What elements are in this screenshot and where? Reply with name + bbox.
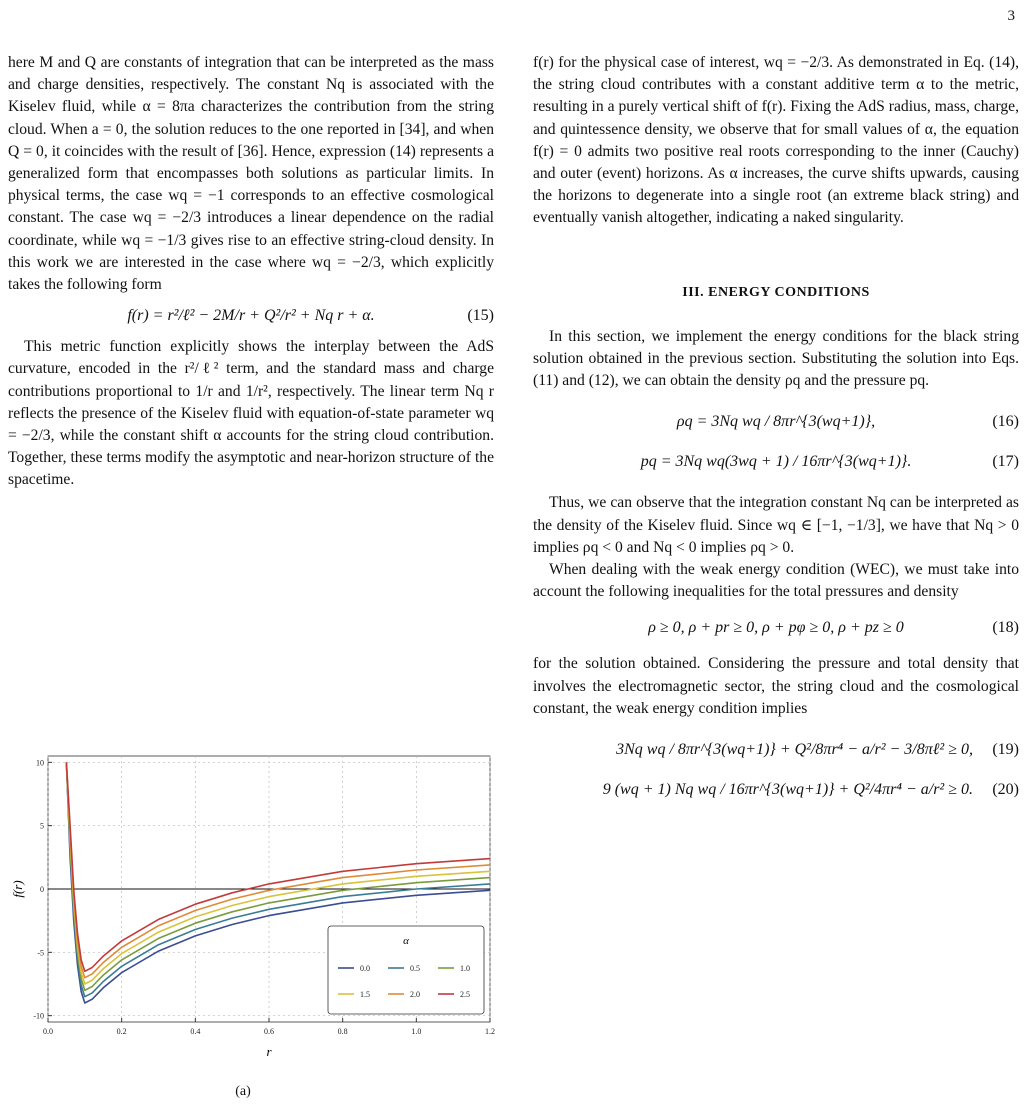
y-axis-label: f(r) xyxy=(10,880,25,898)
x-tick-label: 1.0 xyxy=(411,1027,422,1036)
left-paragraph-1: here M and Q are constants of integration that can be interpreted as the mass and charge densities, respectively. The constant Nq is associated with the Kiselev fluid, while α = 8πa characterizes the contribution from the string cloud. When a = 0, the solution reduces to the one reported in [34], and when Q = 0, it coincides with the result of [36]. Hence, expression (14) represents a generalized form that encompasses both solutions as particular limits. In physical terms, the case wq = −1 corresponds to an effective cosmological constant. The case wq = −2/3 introduces a linear dependence on the radial coordinate, while wq = −1/3 gives rise to an effective string-cloud density. In this work we are interested in the case where wq = −2/3, which explicitly takes the following form xyxy=(8,54,494,294)
equation-17-number: (17) xyxy=(992,453,1019,471)
figure-caption: (a) xyxy=(235,1084,251,1099)
x-tick-label: 1.2 xyxy=(485,1027,495,1036)
right-paragraph-4: When dealing with the weak energy condition (WEC), we must take into account the following inequalities for the total pressures and density xyxy=(533,561,1019,601)
y-tick-label: -10 xyxy=(33,1011,44,1021)
legend-entry-0.0: 0.0 xyxy=(360,964,370,973)
equation-15-number: (15) xyxy=(467,307,494,325)
equation-20-number: (20) xyxy=(992,780,1019,798)
equation-19 xyxy=(533,730,1019,770)
right-paragraph-1: f(r) for the physical case of interest, wq = −2/3. As demonstrated in Eq. (14), the string cloud contributes with a constant additive term α to the metric, resulting in a purely vertical shift of f(r). Fixing the AdS radius, mass, charge, and quintessence density, we observe that for small values of α, the equation f(r) = 0 admits two positive real roots corresponding to the inner (Cauchy) and outer (event) horizons. As α increases, the curve shifts upwards, causing the horizons to degenerate into a single root (an extreme black string) and eventually vanish altogether, indicating a naked singularity. xyxy=(533,54,1019,227)
y-tick-label: 0 xyxy=(40,885,44,894)
equation-17 xyxy=(533,442,1019,482)
legend-entry-0.5: 0.5 xyxy=(410,964,420,973)
equation-18-number: (18) xyxy=(992,619,1019,637)
right-paragraph-2: In this section, we implement the energy conditions for the black string solution obtained in the previous section. Substituting the solution into Eqs. (11) and (12), we can obtain the density ρq and the pressure pq. xyxy=(533,327,1019,390)
page-number: 3 xyxy=(1007,8,1015,24)
x-tick-label: 0.4 xyxy=(190,1027,201,1036)
legend-entry-1.5: 1.5 xyxy=(360,990,370,999)
x-tick-label: 0.2 xyxy=(116,1027,127,1036)
equation-19-number: (19) xyxy=(992,740,1019,758)
right-paragraph-3: Thus, we can observe that the integration constant Nq can be interpreted as the density of the Kiselev fluid. Since wq ∈ [−1, −1/3], we have that Nq > 0 implies ρq < 0 and Nq < 0 implies ρq > 0. xyxy=(533,494,1019,556)
right-column xyxy=(533,52,1019,820)
equation-18 xyxy=(533,603,1019,653)
y-tick-label: -5 xyxy=(37,948,44,958)
y-tick-label: 10 xyxy=(36,758,44,768)
equation-19-body: 3Nq wq / 8πr^{3(wq+1)} + Q²/8πr⁴ − a/r² − 3/8πℓ² ≥ 0, xyxy=(616,740,973,758)
x-tick-label: 0.8 xyxy=(337,1027,348,1036)
x-axis-label: r xyxy=(266,1044,272,1059)
legend-entry-2.5: 2.5 xyxy=(460,990,470,999)
legend-entry-1.0: 1.0 xyxy=(460,964,470,973)
equation-16 xyxy=(533,402,1019,442)
plot-svg xyxy=(0,748,500,1070)
equation-15 xyxy=(8,296,494,336)
left-column xyxy=(8,52,494,492)
right-paragraph-5: for the solution obtained. Considering the pressure and total density that involves the electromagnetic sector, the string cloud and the cosmological constant, the weak energy condition implies xyxy=(533,655,1019,717)
x-tick-label: 0.6 xyxy=(264,1027,274,1036)
equation-17-body: pq = 3Nq wq(3wq + 1) / 16πr^{3(wq+1)}. xyxy=(640,453,912,471)
left-paragraph-2: This metric function explicitly shows the interplay between the AdS curvature, encoded in the r²/ℓ² term, and the standard mass and charge contributions proportional to 1/r and 1/r², respectively. The linear term Nq r reflects the presence of the Kiselev fluid with equation-of-state parameter wq = −2/3, while the constant shift α accounts for the string cloud contribution. Together, these terms modify the asymptotic and near-horizon structure of the spacetime. xyxy=(8,338,494,489)
equation-20-body: 9 (wq + 1) Nq wq / 16πr^{3(wq+1)} + Q²/4πr⁴ − a/r² ≥ 0. xyxy=(602,780,973,798)
equation-20 xyxy=(533,770,1019,810)
equation-16-body: ρq = 3Nq wq / 8πr^{3(wq+1)}, xyxy=(676,413,876,431)
equation-18-body: ρ ≥ 0, ρ + pr ≥ 0, ρ + pφ ≥ 0, ρ + pz ≥ 0 xyxy=(648,619,904,637)
section-heading: III. ENERGY CONDITIONS xyxy=(682,284,870,300)
equation-15-body: f(r) = r²/ℓ² − 2M/r + Q²/r² + Nq r + α. xyxy=(127,307,375,325)
legend-title: α xyxy=(403,935,409,947)
equation-16-number: (16) xyxy=(992,413,1019,431)
y-tick-label: 5 xyxy=(40,821,44,831)
x-tick-label: 0.0 xyxy=(43,1027,53,1036)
legend-entry-2.0: 2.0 xyxy=(410,990,420,999)
figure-plot xyxy=(0,748,500,1070)
